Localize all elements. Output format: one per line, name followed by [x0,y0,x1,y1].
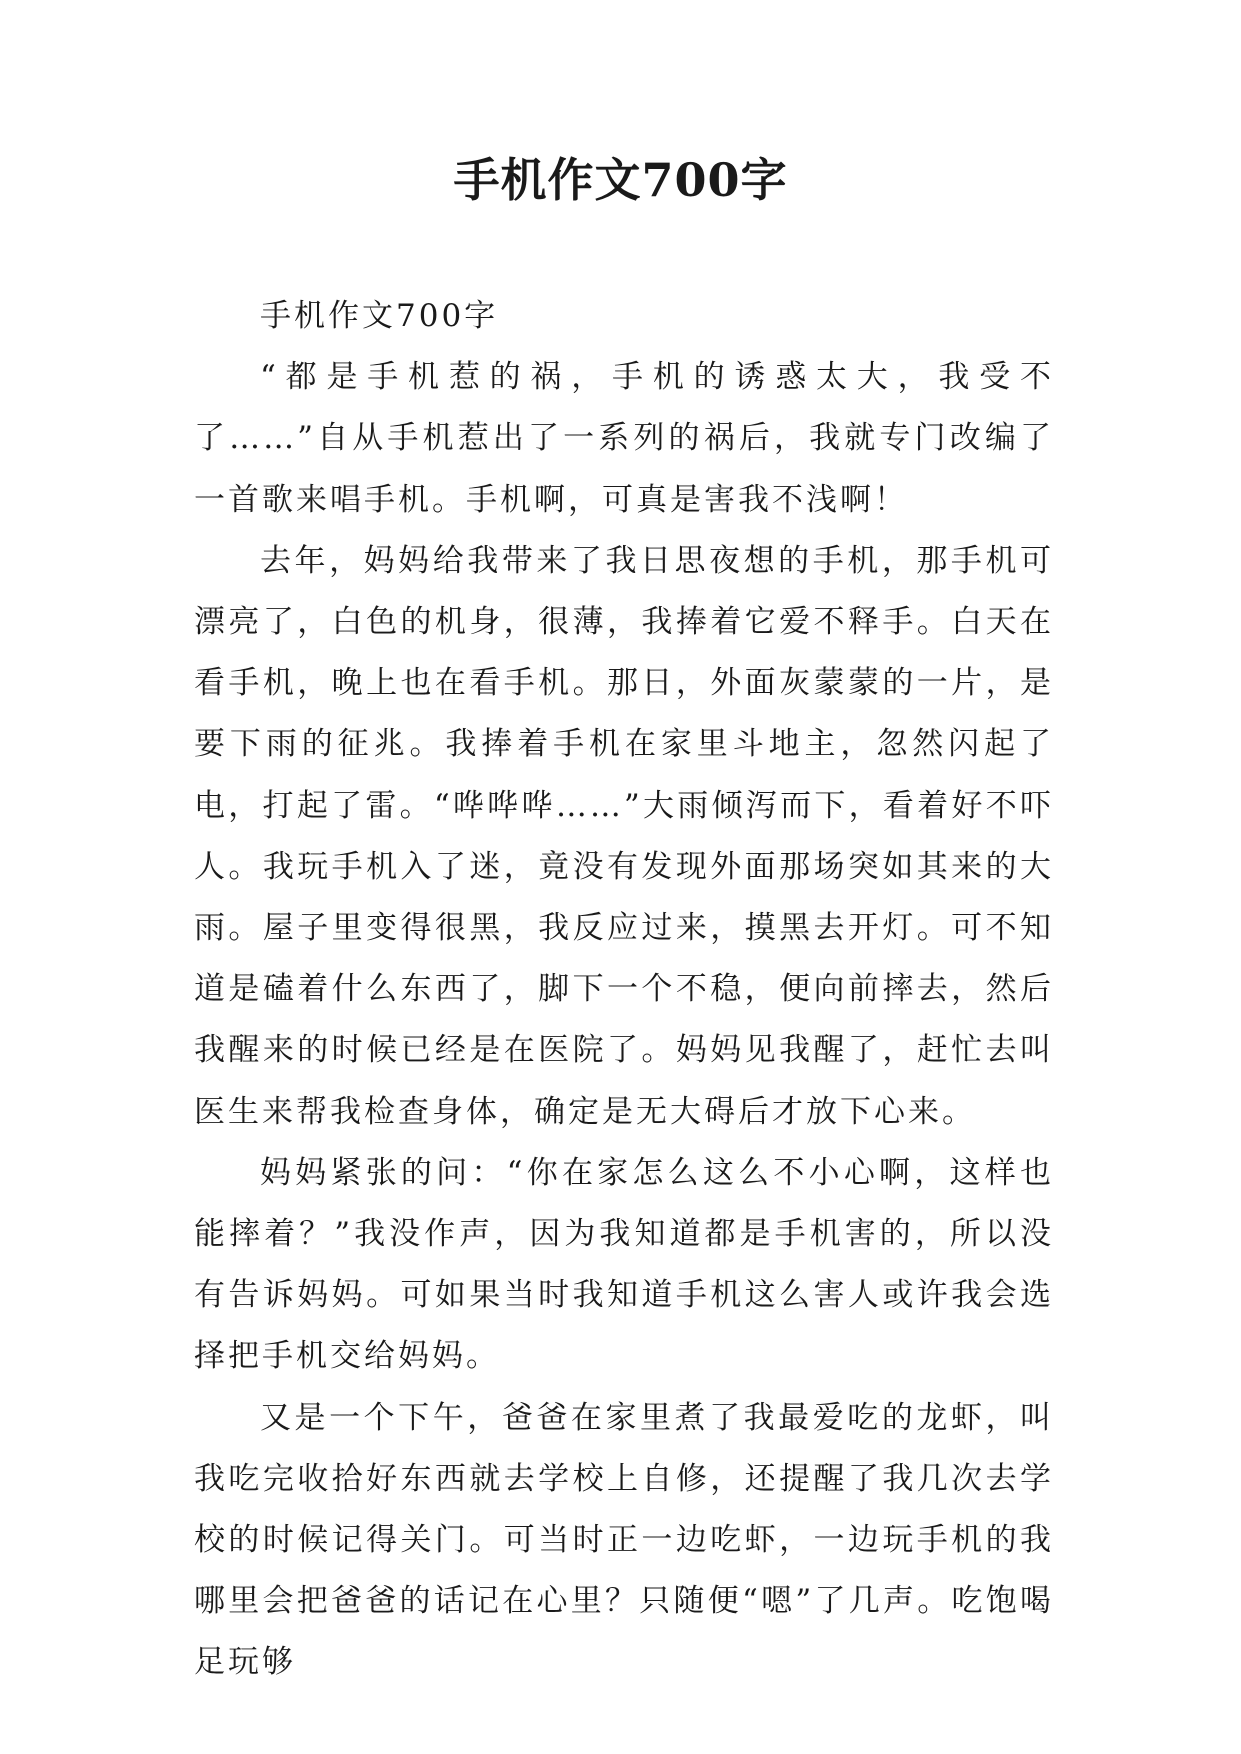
paragraph-heading: 手机作文700字 [260,298,499,334]
paragraph: 去年，妈妈给我带来了我日思夜想的手机，那手机可漂亮了，白色的机身，很薄，我捧着它爱不释手。白天在看手机，晚上也在看手机。那日，外面灰蒙蒙的一片，是要下雨的征兆。我捧着手机在家里斗地主，忽然闪起了电，打起了雷。“哗哗哗……”大雨倾泻而下，看着好不吓人。我玩手机入了迷，竟没有发现外面那场突如其来的大雨。屋子里变得很黑，我反应过来，摸黑去开灯。可不知道是磕着什么东西了，脚下一个不稳，便向前摔去，然后我醒来的时候已经是在医院了。妈妈见我醒了，赶忙去叫医生来帮我检查身体，确定是无大碍后才放下心来。 [194,542,1054,1130]
paragraph: 又是一个下午，爸爸在家里煮了我最爱吃的龙虾，叫我吃完收拾好东西就去学校上自修，还提醒了我几次去学校的时候记得关门。可当时正一边吃虾，一边玩手机的我哪里会把爸爸的话记在心里？只随便“嗯”了几声。吃饱喝足玩够 [194,1399,1054,1681]
document-title: 手机作文700字 [453,153,788,207]
document-body [194,286,1054,1694]
paragraph: “都是手机惹的祸，手机的诱惑太大，我受不了……”自从手机惹出了一系列的祸后，我就专门改编了一首歌来唱手机。手机啊，可真是害我不浅啊！ [194,359,1054,518]
paragraph: 妈妈紧张的问：“你在家怎么这么不小心啊，这样也能摔着？”我没作声，因为我知道都是手机害的，所以没有告诉妈妈。可如果当时我知道手机这么害人或许我会选择把手机交给妈妈。 [194,1154,1054,1375]
